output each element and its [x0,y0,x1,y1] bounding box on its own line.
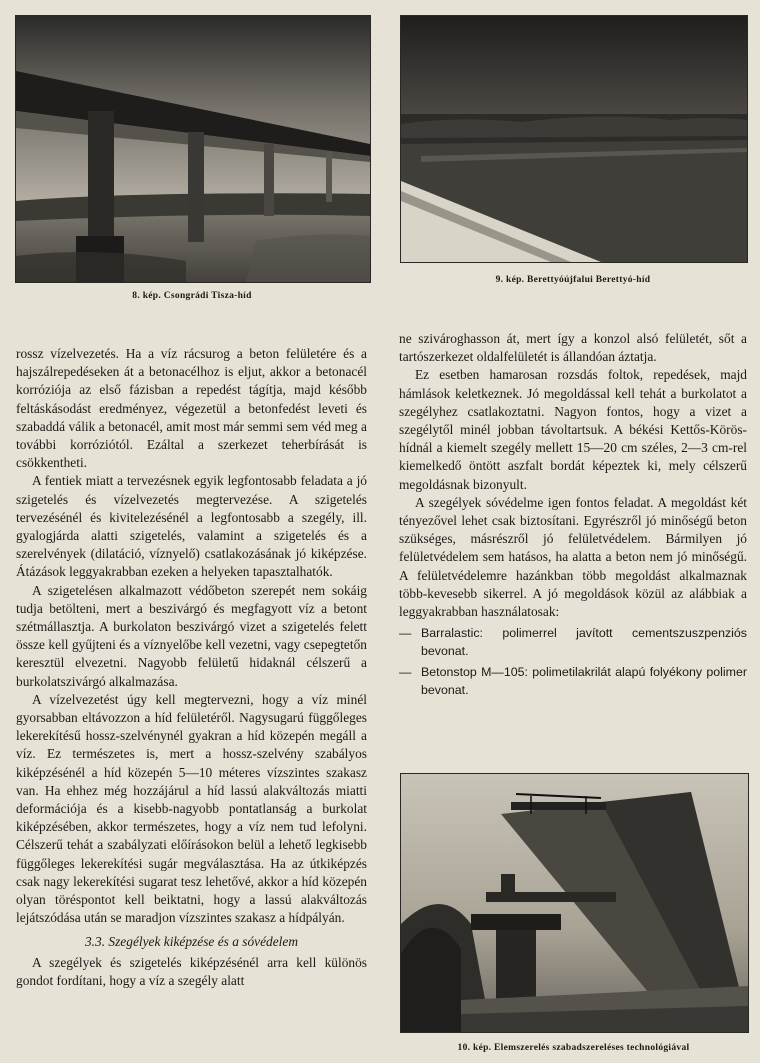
list-item [399,664,747,699]
list-dash: — [399,626,412,641]
list-item-text: Betonstop M—105: polimetilakrilát alapú folyékony polimer bevonat. [421,665,747,697]
paragraph: Ez esetben hamarosan rozsdás foltok, repedések, majd hámlások keletkeznek. Jó megoldással kell tehát a burkolatot a szegélyhez csatlakoztatni. Nagyon fontos, hogy a vizet a szegélytől minél jobban távoltartsuk. A békési Kettős-Körös-hídnál a kiemelt szegély mellett 15—20 cm széles, 2—3 cm-rel kiemelkedő öntött aszfalt bordát képeztek ki, mely célszerű megoldásnak bizonyult. [399,367,747,492]
left-text-column [16,345,367,990]
section-heading: 3.3. Szegélyek kiképzése és a sóvédelem [84,933,299,949]
paragraph: A szegélyek sóvédelme igen fontos feladat. A megoldást két tényezővel lehet csak biztosítani. Egyrészről jó minőségű beton szükséges, másrészről jó felületvédelem. Bármilyen jó felületvédelem sem hatásos, ha alatta a beton nem jó minőségű. A felületvédelemre hazánkban több megoldást alkalmaznak több-kevesebb sikerrel. A jó megoldások közül az alábbiak a leggyakrabban használatosak: [399,494,747,620]
list-item-text: Barralastic: polimerrel javított cementszuszpenziós bevonat. [421,626,747,658]
paragraph: A fentiek miatt a tervezésnek egyik legfontosabb feladata a jó szigetelés és vízelvezetés megtervezése. A szigetelés tervezésénél és kivitelezésénél a legfontosabb a szegély, ill. gyalogjárda alatti szigetelés, valamint a szigetelés és a szerelvények (dilatáció, víznyelő) csatlakozásának jó kiképzése. Átázások leggyakrabban ezeken a helyeken tapasztalhatók. [16,473,367,580]
right-text-column [399,330,747,699]
paragraph: A vízelvezetést úgy kell megtervezni, hogy a víz minél gyorsabban eltávozzon a híd felületéről. Nagysugarú függőleges lekerekítésű hossz-szelvénynél gyakran a híd közepén megáll a víz. Ez természetes is, mert a hossz-szelvény szabályos kiképzésénél a híd közepén 5—10 méteres vízszintes szakasz van. Ha ehhez még hozzájárul a híd lassú alakváltozás miatti deformációja és a kisebb-nagyobb pontatlanság a burkolat kiképzésében, akkor természetes, hogy a víz nem tud lefolyni. Célszerű tehát a szabályzati előírásokon belül a lehető legkisebb függőleges lekerekítési sugár megválasztása. Ha az útkiképzés csak nagy lekerekítési sugarat tesz lehetővé, akkor a híd közepén olyan töréspontot kell beiktatni, hogy a lassú alakváltozás lejátszódása után se maradjon vízszintes szakasz a hídpályán. [16,691,367,926]
figure-10-caption: 10. kép. Elemszerelés szabadszereléses technológiával [457,1043,690,1053]
figure-9-caption: 9. kép. Berettyóújfalui Berettyó-híd [495,275,651,285]
bridge-photo-9-image [401,16,747,262]
construction-photo-10 [400,773,749,1033]
bridge-photo-8-image [16,16,370,282]
paragraph: A szigetelésen alkalmazott védőbeton szerepét nem sokáig tudja betölteni, mert a beszivárgó és megfagyott víz a betont szétmállasztja. A burkolaton beszivárgó vizet a szigetelés felett össze kell gyűjteni és a víznyelőbe kell vezetni, vagy csepegtetőn keresztül elvezetni. Nagyobb felületű hidaknál célszerű a burkolatszivárgó alkalmazása. [16,582,367,689]
list-item [399,625,747,660]
paragraph: rossz vízelvezetés. Ha a víz rácsurog a beton felületére és a hajszálrepedéseken át a betonacélhoz is eljut, akkor a betonacél korróziója az első fázisban a repedést tágítja, majd később feltáskásodást eredményez, végezetül a betonfedést leveti és szabaddá válik a betonacél, amit most már semmi sem véd meg a további korróziótól. Ezáltal a szerkezet teherbírását is csökkentheti. [16,346,367,471]
paragraph: ne szivároghasson át, mert így a konzol alsó felületét, sőt a tartószerkezet oldalfelületét is állandóan áztatja. [399,331,747,365]
list-dash: — [399,665,412,680]
construction-photo-10-image [401,774,748,1032]
paragraph: A szegélyek és szigetelés kiképzésénél arra kell különös gondot fordítani, hogy a víz a szegély alatt [16,954,367,988]
figure-8-caption: 8. kép. Csongrádi Tisza-híd [132,291,252,301]
bridge-photo-8 [15,15,371,283]
bridge-photo-9 [400,15,748,263]
